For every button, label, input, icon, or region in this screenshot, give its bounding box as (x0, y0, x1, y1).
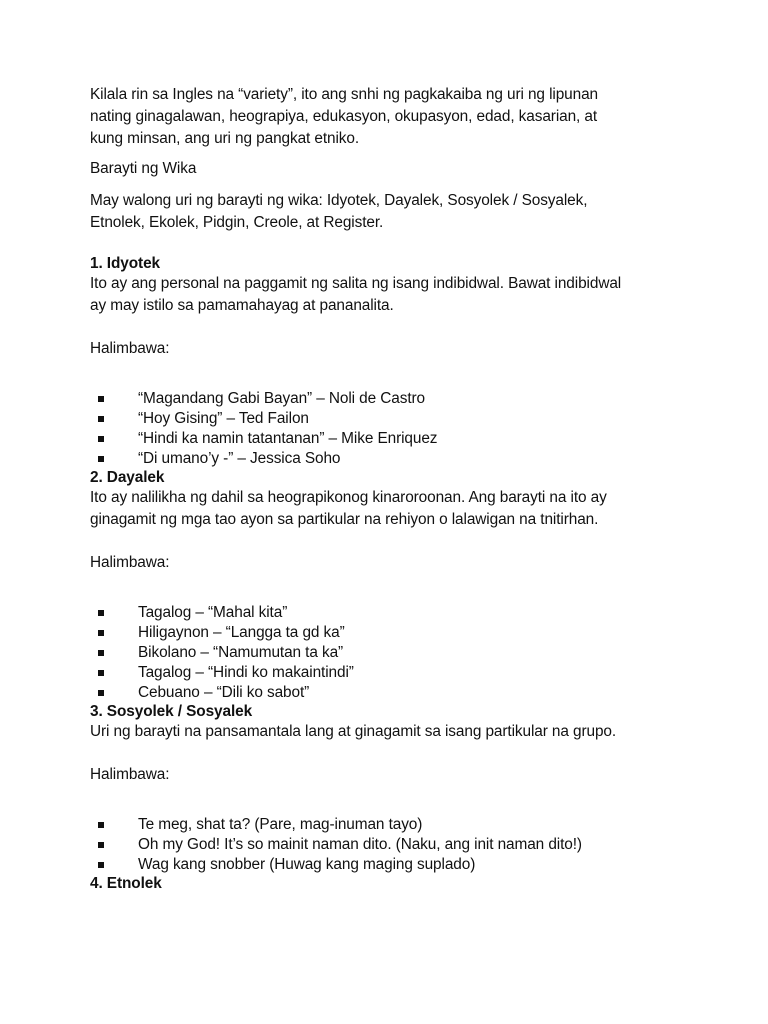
examples-label: Halimbawa: (90, 340, 170, 357)
bullet-icon (98, 842, 104, 848)
list-item: “Magandang Gabi Bayan” – Noli de Castro (90, 389, 690, 409)
list-item: “Hoy Gising” – Ted Failon (90, 409, 690, 429)
section-description: Ito ay nalilikha ng dahil sa heograpikonog kinaroroonan. Ang barayti na ito ay ginagamit ng mga tao ayon sa partikular na rehiyon o lalawigan na tnitirhan. (90, 489, 607, 528)
examples-list (90, 815, 690, 875)
bullet-icon (98, 822, 104, 828)
section-description: Uri ng barayti na pansamantala lang at ginagamit sa isang partikular na grupo. (90, 723, 617, 740)
examples-label: Halimbawa: (90, 554, 170, 571)
bullet-icon (98, 396, 104, 402)
document-page (90, 84, 690, 893)
bullet-icon (98, 630, 104, 636)
section-heading: Barayti ng Wika (90, 160, 197, 177)
list-item: Te meg, shat ta? (Pare, mag-inuman tayo) (90, 815, 690, 835)
list-item: Hiligaynon – “Langga ta gd ka” (90, 623, 690, 643)
list-item: Wag kang snobber (Huwag kang maging suplado) (90, 855, 690, 875)
bullet-icon (98, 416, 104, 422)
summary-paragraph (90, 190, 690, 234)
section-description: Ito ay ang personal na paggamit ng salita ng isang indibidwal. Bawat indibidwal ay may istilo sa pamamahayag at pananalita. (90, 275, 622, 314)
intro-paragraph (90, 84, 690, 150)
intro-line: Kilala rin sa Ingles na “variety”, ito ang snhi ng pagkakaiba ng uri ng lipunan (90, 86, 599, 103)
intro-line: kung minsan, ang uri ng pangkat etniko. (90, 130, 360, 147)
bullet-icon (98, 650, 104, 656)
bullet-icon (98, 670, 104, 676)
bullet-icon (98, 610, 104, 616)
list-item: “Di umano’y -” – Jessica Soho (90, 449, 690, 469)
bullet-icon (98, 862, 104, 868)
list-item: Cebuano – “Dili ko sabot” (90, 683, 690, 703)
bullet-icon (98, 690, 104, 696)
section-title: 3. Sosyolek / Sosyalek (90, 703, 253, 720)
section-title: 2. Dayalek (90, 469, 165, 486)
list-item: Tagalog – “Hindi ko makaintindi” (90, 663, 690, 683)
bullet-icon (98, 436, 104, 442)
bullet-icon (98, 456, 104, 462)
summary-line: May walong uri ng barayti ng wika: Idyotek, Dayalek, Sosyolek / Sosyalek, (90, 192, 588, 209)
summary-line: Etnolek, Ekolek, Pidgin, Creole, at Register. (90, 214, 384, 231)
list-item: “Hindi ka namin tatantanan” – Mike Enriquez (90, 429, 690, 449)
intro-line: nating ginagalawan, heograpiya, edukasyon, okupasyon, edad, kasarian, at (90, 108, 598, 125)
examples-list (90, 389, 690, 469)
examples-label: Halimbawa: (90, 766, 170, 783)
list-item: Oh my God! It’s so mainit naman dito. (Naku, ang init naman dito!) (90, 835, 690, 855)
section-title: 4. Etnolek (90, 875, 162, 892)
list-item: Tagalog – “Mahal kita” (90, 603, 690, 623)
list-item: Bikolano – “Namumutan ta ka” (90, 643, 690, 663)
section-title: 1. Idyotek (90, 255, 160, 272)
examples-list (90, 603, 690, 703)
